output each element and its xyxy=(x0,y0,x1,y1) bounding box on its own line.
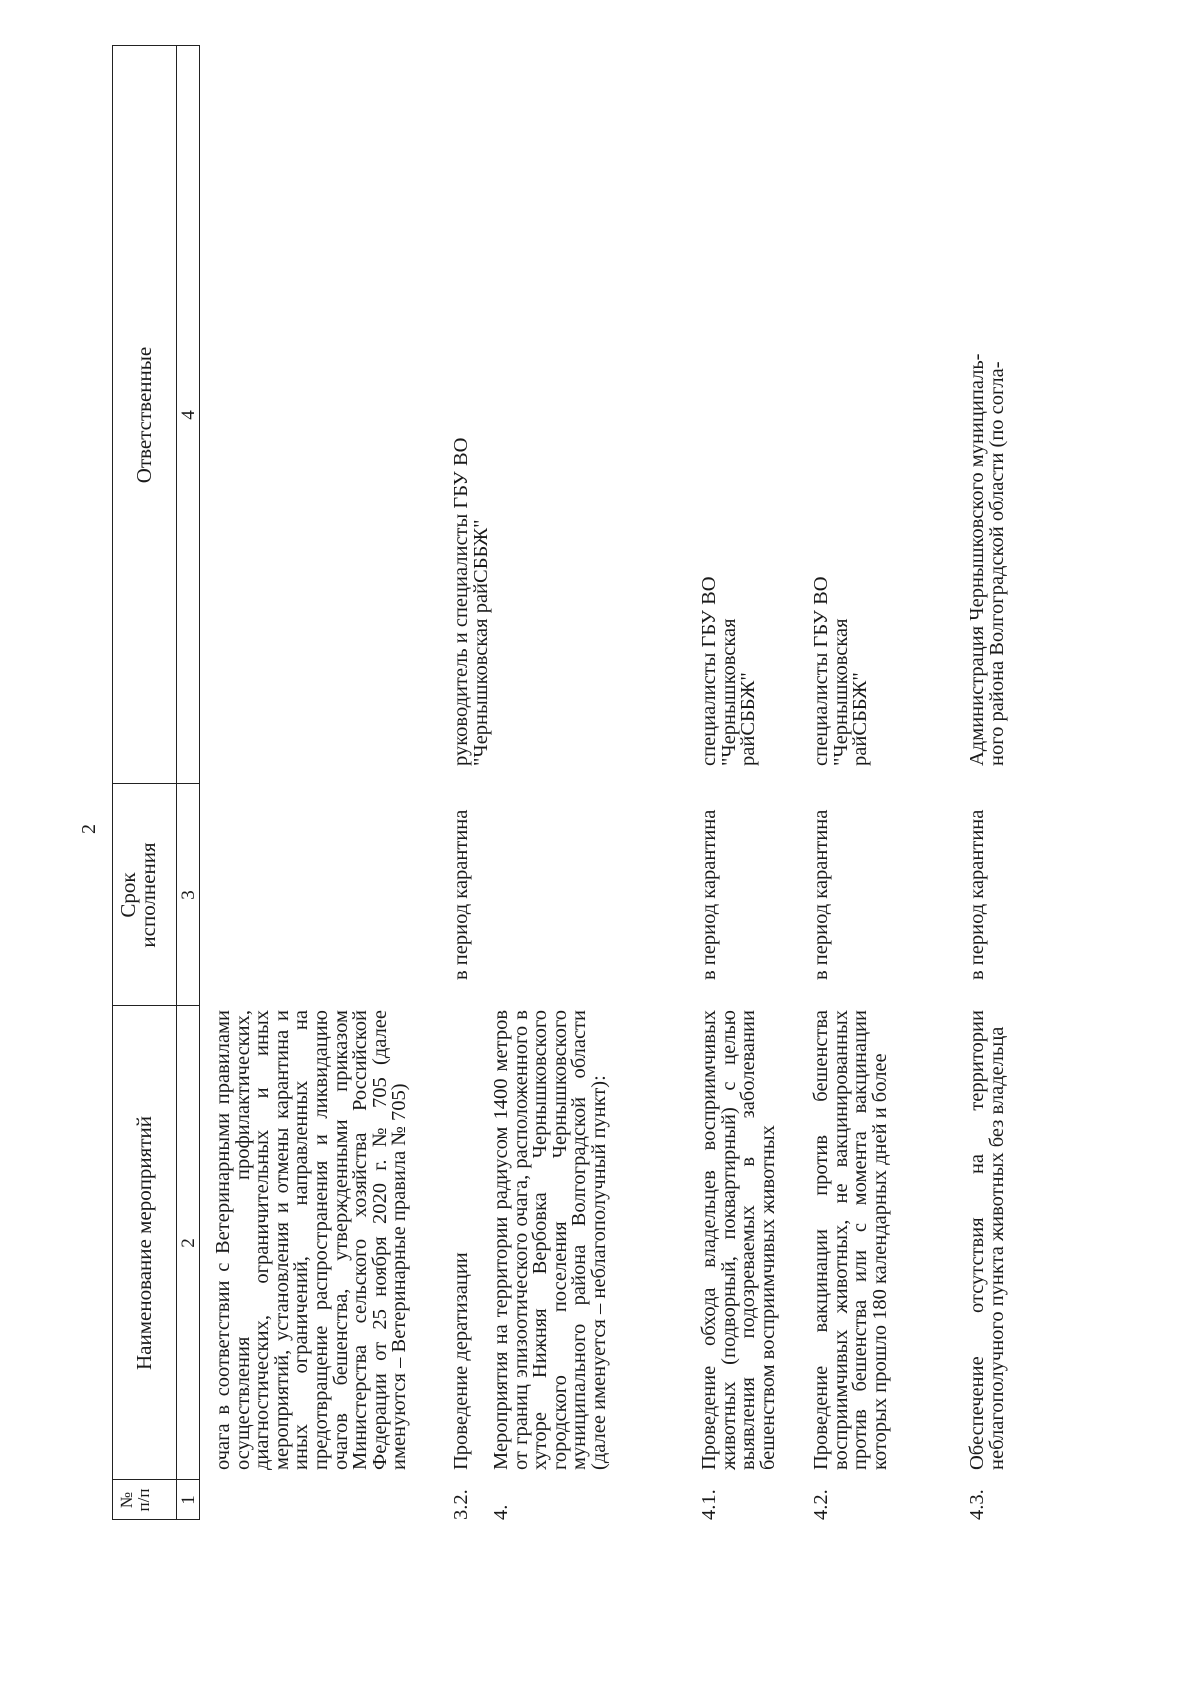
header-responsible: Ответственные xyxy=(132,346,156,484)
row-responsible xyxy=(452,46,491,766)
colnum-2: 2 xyxy=(178,1238,199,1248)
responsible-line-2: ного района Волгоградской области (по согла- xyxy=(985,361,1008,766)
deadline-text: в период карантина xyxy=(450,809,472,980)
row-name: Мероприятия на территории радиусом 1400 метров от границ эпизоотического очага, расположенного в хуторе Нижняя Вербовка Чернышковского городского поселения Чернышковского муниципального района Волгоградской области (далее именуется – неблагополучный пункт): xyxy=(490,1010,610,1470)
colnum-3: 3 xyxy=(178,890,199,900)
row-name: Проведение вакцинации против бешенства восприимчивых животных, не вакцинированных против бешенства или с момента вакцинации которых прошло 180 календарных дней и более xyxy=(810,1010,891,1470)
header-deadline: Срок исполнения xyxy=(116,842,160,948)
row-responsible xyxy=(968,46,1007,766)
deadline-text: в период карантина xyxy=(698,809,720,980)
colnum-1: 1 xyxy=(178,1495,199,1505)
row-num: 4. xyxy=(490,1504,512,1520)
row-num: 4.1. xyxy=(698,1489,720,1520)
header-name: Наименование мероприятий xyxy=(132,1116,156,1370)
row-deadline xyxy=(452,784,472,980)
responsible-line-1: специалисты ГБУ ВО "Чернышковская xyxy=(810,576,852,766)
deadline-text: в период карантина xyxy=(966,809,988,980)
responsible-line-2: райСББЖ" xyxy=(849,672,872,766)
responsible-line-1: Администрация Чернышковского муниципаль- xyxy=(966,353,988,766)
row-num: 3.2. xyxy=(450,1489,472,1520)
deadline-text: в период карантина xyxy=(810,809,832,980)
row-num: 4.3. xyxy=(966,1489,988,1520)
colnum-4: 4 xyxy=(178,410,199,420)
responsible-line-1: руководитель и специалисты ГБУ ВО xyxy=(450,437,472,766)
row-responsible xyxy=(700,466,759,766)
row-deadline xyxy=(700,784,720,980)
responsible-line-2: "Чернышковская райСББЖ" xyxy=(469,519,492,766)
row-name: Проведение дератизации xyxy=(450,1252,472,1470)
row-deadline xyxy=(812,784,832,980)
header-num: № п/п xyxy=(117,1488,153,1512)
page-number: 2 xyxy=(78,824,100,834)
row-responsible xyxy=(812,466,871,766)
row-name: Проведение обхода владельцев восприимчивых животных (подворный, поквартирный) с целью выявления подозреваемых в заболевании бешенством восприимчивых животных xyxy=(698,1010,779,1470)
responsible-line-2: райСББЖ" xyxy=(737,672,760,766)
row-name: Обеспечение отсутствия на территории неблагополучного пункта животных без владельца xyxy=(966,1010,1008,1470)
row-name: очага в соответствии с Ветеринарными правилами осуществления профилактических, диагностических, ограничительных и иных мероприятий, установления и отмены карантина и иных ограничений, направленных на предотвращение распространения и ликвидацию очагов бешенства, утвержденными приказом Министерства сельского хозяйства Российской Федерации от 25 ноября 2020 г. № 705 (далее именуются – Ветеринарные правила № 705) xyxy=(212,1010,411,1470)
responsible-line-1: специалисты ГБУ ВО "Чернышковская xyxy=(698,576,740,766)
row-num: 4.2. xyxy=(810,1489,832,1520)
row-deadline xyxy=(968,784,988,980)
